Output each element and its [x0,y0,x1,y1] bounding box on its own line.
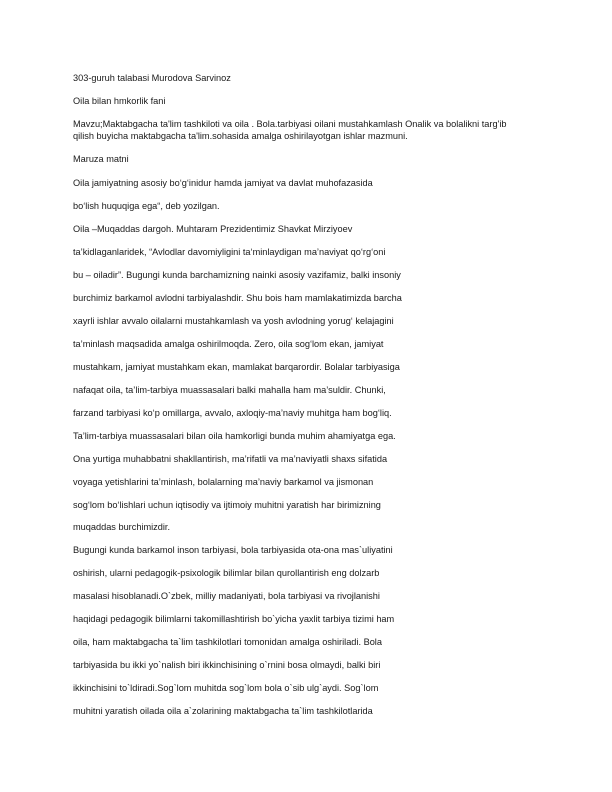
body-line: burchimiz barkamol avlodni tarbiyalashdir. Shu bois ham mamlakatimizda barcha [73,293,402,303]
body-line: muhitni yaratish oilada oila a`zolarining maktabgacha ta`lim tashkilotlarida [73,706,373,716]
body-line: Oila jamiyatning asosiy bo‘g‘inidur hamda jamiyat va davlat muhofazasida [73,178,373,188]
body-line: bo‘lish huquqiga ega“, deb yozilgan. [73,201,220,211]
body-line: bu – oiladir”. Bugungi kunda barchamizning nainki asosiy vazifamiz, balki insoniy [73,270,401,280]
body-line: ta’minlash maqsadida amalga oshirilmoqda. Zero, oila sog‘lom ekan, jamiyat [73,339,384,349]
body-line: sog‘lom bo‘lishlari uchun iqtisodiy va ijtimoiy muhitni yaratish har birimizning [73,500,381,510]
body-line: oila, ham maktabgacha ta`lim tashkilotlari tomonidan amalga oshiriladi. Bola [73,637,382,647]
body-line: farzand tarbiyasi ko‘p omillarga, avvalo, axloqiy-ma’naviy muhitga ham bog‘liq. [73,408,392,418]
topic-line: Mavzu;Maktabgacha ta'lim tashkiloti va oila . Bola.tarbiyasi oilani mustahkamlash Onalik va bolalikni targ'ib [73,119,507,129]
body-line: masalasi hisoblanadi.O`zbek, milliy madaniyati, bola tarbiyasi va rivojlanishi [73,591,380,601]
topic-line-continued: qilish buyicha maktabgacha ta'lim.sohasida amalga oshirilayotgan ishlar mazmuni. [73,131,408,141]
subject-line: Oila bilan hmkorlik fani [73,96,166,106]
body-line: oshirish, ularni pedagogik-psixologik bilimlar bilan qurollantirish eng dolzarb [73,568,380,578]
body-line: ikkinchisini to`ldiradi.Sog`lom muhitda sog`lom bola o`sib ulg`aydi. Sog`lom [73,683,379,693]
body-line: voyaga yetishlarini ta’minlash, bolalarning ma’naviy barkamol va jismonan [73,477,374,487]
body-line: Oila –Muqaddas dargoh. Muhtaram Prezidentimiz Shavkat Mirziyoev [73,224,353,234]
body-line: mustahkam, jamiyat mustahkam ekan, mamlakat barqarordir. Bolalar tarbiyasiga [73,362,400,372]
body-line: xayrli ishlar avvalo oilalarni mustahkamlash va yosh avlodning yorug‘ kelajagini [73,316,394,326]
body-line: Bugungi kunda barkamol inson tarbiyasi, bola tarbiyasida ota-ona mas`uliyatini [73,545,393,555]
body-line: muqaddas burchimizdir. [73,522,171,532]
author-line: 303-guruh talabasi Murodova Sarvinoz [73,73,231,83]
body-line: Ona yurtiga muhabbatni shakllantirish, ma’rifatli va ma’naviyatli shaxs sifatida [73,454,388,464]
body-line: haqidagi pedagogik bilimlarni takomillashtirish bo`yicha yaxlit tarbiya tizimi ham [73,614,395,624]
body-line: Ta’lim-tarbiya muassasalari bilan oila hamkorligi bunda muhim ahamiyatga ega. [73,431,396,441]
section-heading: Maruza matni [73,154,129,164]
body-line: tarbiyasida bu ikki yo`nalish biri ikkinchisining o`rnini bosa olmaydi, balki biri [73,660,381,670]
body-line: nafaqat oila, ta’lim-tarbiya muassasalari balki mahalla ham ma’suldir. Chunki, [73,385,386,395]
body-line: ta’kidlaganlaridek, “Avlodlar davomiyligini ta‘minlaydigan ma’naviyat qo‘rg‘oni [73,247,386,257]
